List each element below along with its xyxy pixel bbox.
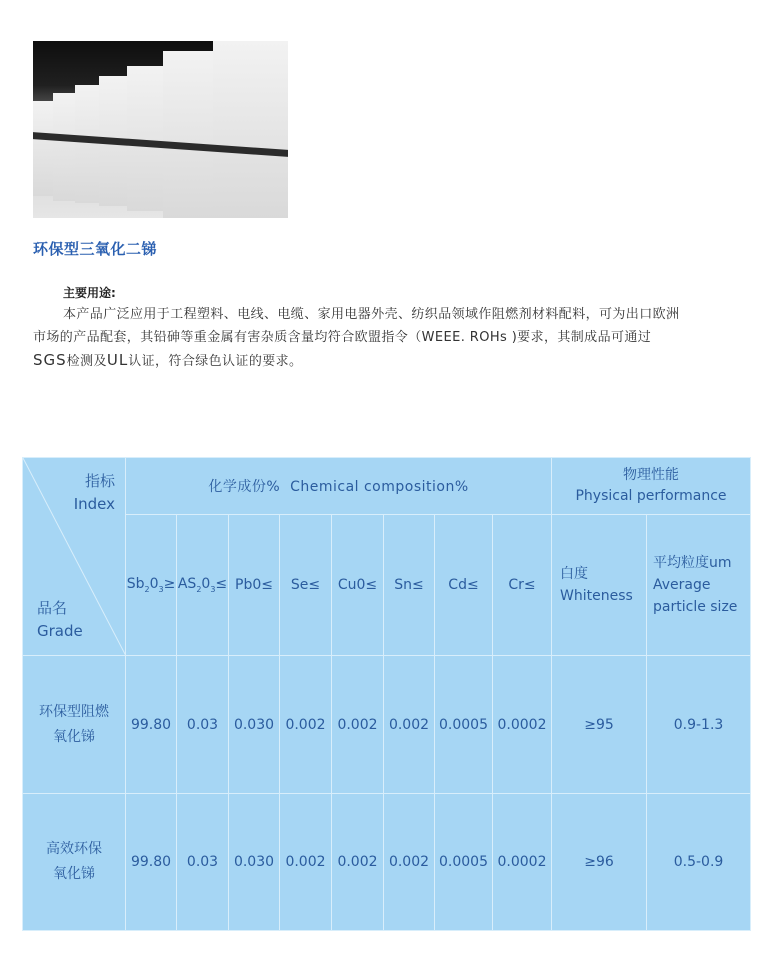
cell-as: 0.03 <box>177 656 229 794</box>
cell-se: 0.002 <box>280 794 332 931</box>
grade-label-cn: 品名 <box>37 599 68 617</box>
col-se: Se≤ <box>280 515 332 656</box>
table-row <box>23 794 751 931</box>
description-line: 本产品广泛应用于工程塑料、电线、电缆、家用电器外壳、纺织品领域作阻燃剂材料配料，可为出口欧洲 <box>63 307 680 322</box>
grade-name: 环保型阻燃 氧化锑 <box>23 656 126 794</box>
cell-cu: 0.002 <box>332 794 384 931</box>
grade-name: 高效环保 氧化锑 <box>23 794 126 931</box>
cell-whiteness: ≥95 <box>552 656 647 794</box>
col-cd: Cd≤ <box>435 515 493 656</box>
col-sb2o3: $Sb_20_3\ge$ <box>126 515 177 656</box>
cell-pb: 0.030 <box>229 794 280 931</box>
spec-table <box>22 457 751 931</box>
cell-whiteness: ≥96 <box>552 794 647 931</box>
product-description <box>33 303 753 373</box>
grade-label-en: Grade <box>37 622 83 640</box>
cell-sb: 99.80 <box>126 656 177 794</box>
product-title: 环保型三氧化二锑 <box>33 240 158 258</box>
corner-header <box>23 458 126 656</box>
cell-sb: 99.80 <box>126 794 177 931</box>
sgs-text: SGS <box>33 351 67 369</box>
cell-cd: 0.0005 <box>435 794 493 931</box>
cell-pb: 0.030 <box>229 656 280 794</box>
col-whiteness: 白度 Whiteness <box>552 515 647 656</box>
index-label-en: Index <box>73 495 115 513</box>
usage-label: 主要用途: <box>63 286 116 300</box>
cell-sn: 0.002 <box>384 794 435 931</box>
physical-header-cn: 物理性能 <box>623 467 680 483</box>
col-particle-size: 平均粒度um Average particle size <box>647 515 751 656</box>
description-line: 市场的产品配套，其铅砷等重金属有害杂质含量均符合欧盟指令（WEEE. ROHs )要求，其制成品可通过 <box>33 330 652 345</box>
cell-cr: 0.0002 <box>493 656 552 794</box>
description-text: 认证，符合绿色认证的要求。 <box>128 354 303 369</box>
cell-cr: 0.0002 <box>493 794 552 931</box>
index-label-cn: 指标 <box>84 472 115 490</box>
col-pbo: Pb0≤ <box>229 515 280 656</box>
col-as2o3: $AS_20_3\le$ <box>177 515 229 656</box>
cell-cu: 0.002 <box>332 656 384 794</box>
cell-particle: 0.9-1.3 <box>647 656 751 794</box>
col-cuo: Cu0≤ <box>332 515 384 656</box>
ul-text: UL <box>106 351 129 369</box>
cell-cd: 0.0005 <box>435 656 493 794</box>
cell-sn: 0.002 <box>384 656 435 794</box>
col-cr: Cr≤ <box>493 515 552 656</box>
physical-header-en: Physical performance <box>575 488 727 504</box>
table-row <box>23 656 751 794</box>
cell-as: 0.03 <box>177 794 229 931</box>
cell-se: 0.002 <box>280 656 332 794</box>
col-sn: Sn≤ <box>384 515 435 656</box>
cell-particle: 0.5-0.9 <box>647 794 751 931</box>
description-text: 检测及 <box>66 354 107 369</box>
chemical-composition-header: 化学成份% Chemical composition% <box>126 458 552 515</box>
product-photo <box>33 41 288 218</box>
physical-performance-header <box>552 458 751 515</box>
